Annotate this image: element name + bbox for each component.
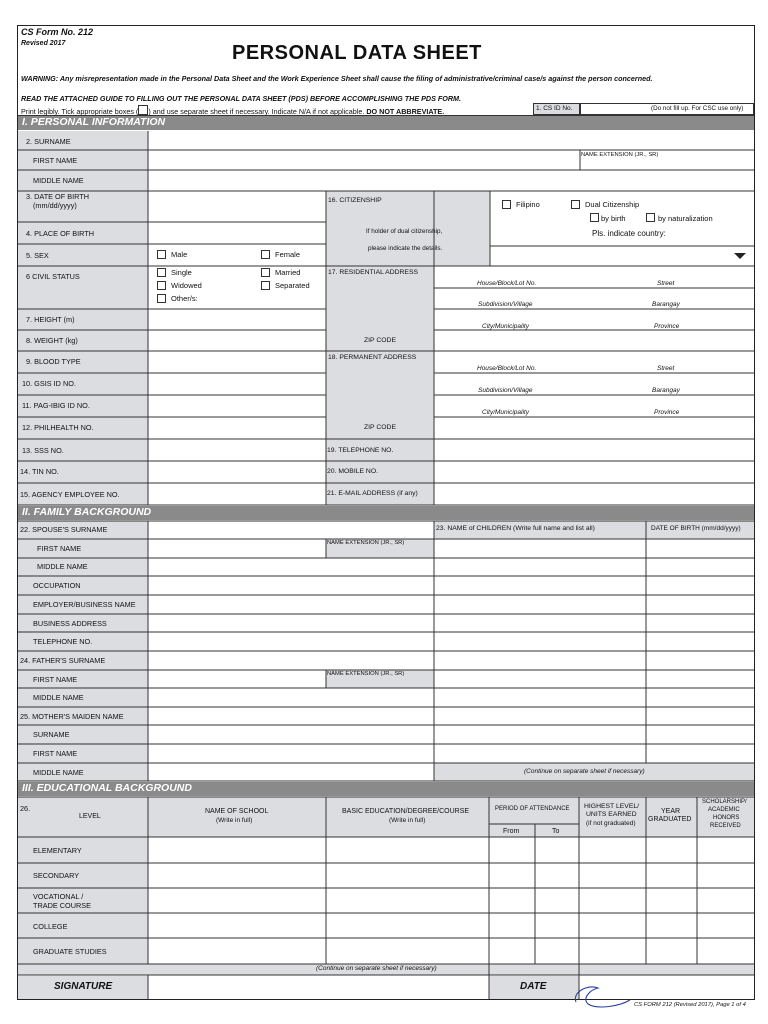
checkbox-female[interactable] xyxy=(261,250,270,259)
label-female: Female xyxy=(275,250,301,259)
signature-label: SIGNATURE xyxy=(54,981,113,992)
label-email: 21. E-MAIL ADDRESS (if any) xyxy=(327,490,418,497)
education-header-shade xyxy=(18,797,754,837)
checkbox-dual-citizenship[interactable] xyxy=(571,200,580,209)
checkbox-single[interactable] xyxy=(157,268,166,277)
label-father-first: FIRST NAME xyxy=(33,675,78,684)
label-by-birth: by birth xyxy=(601,214,626,223)
label-indicate-country: Pls. indicate country: xyxy=(592,229,666,238)
edu-number: 26. xyxy=(20,804,31,813)
country-select[interactable] xyxy=(490,246,754,266)
perm-house: House/Block/Lot No. xyxy=(477,365,537,372)
label-sss: 13. SSS NO. xyxy=(22,446,64,455)
label-dual-citizenship: Dual Citizenship xyxy=(585,200,640,209)
checkbox-male[interactable] xyxy=(157,250,166,259)
edu-header-honors-3: HONORS xyxy=(713,815,740,821)
family-labels-shade xyxy=(18,521,148,781)
res-province: Province xyxy=(654,323,680,330)
res-city: City/Municipality xyxy=(482,323,529,330)
edu-header-year-2: GRADUATED xyxy=(648,816,692,823)
label-weight: 8. WEIGHT (kg) xyxy=(26,336,78,345)
checkbox-sample-icon xyxy=(138,105,148,115)
family-continue-note: (Continue on separate sheet if necessary) xyxy=(524,768,645,775)
section-personal-information: I. PERSONAL INFORMATION xyxy=(18,116,754,130)
page-title: PERSONAL DATA SHEET xyxy=(232,42,482,64)
edu-header-school-sub: (Write in full) xyxy=(216,817,253,824)
label-perm-zip: ZIP CODE xyxy=(364,424,396,431)
label-spouse-first: FIRST NAME xyxy=(37,544,82,553)
label-first-name: FIRST NAME xyxy=(33,156,78,165)
res-subdivision: Subdivision/Village xyxy=(478,301,533,308)
edu-header-school: NAME OF SCHOOL xyxy=(205,808,269,815)
label-place-of-birth: 4. PLACE OF BIRTH xyxy=(26,229,94,238)
label-married: Married xyxy=(275,268,301,277)
initials-scribble xyxy=(568,978,638,1012)
perm-barangay: Barangay xyxy=(652,387,680,394)
edu-header-honors: SCHOLARSHIP/ xyxy=(702,799,747,805)
label-tin: 14. TIN NO. xyxy=(20,467,59,476)
checkbox-widowed[interactable] xyxy=(157,281,166,290)
date-label: DATE xyxy=(520,981,547,992)
edu-header-course: BASIC EDUCATION/DEGREE/COURSE xyxy=(342,808,470,815)
personal-labels-shade-mid xyxy=(326,191,434,505)
read-guide-text: READ THE ATTACHED GUIDE TO FILLING OUT THE PERSONAL DATA SHEET (PDS) BEFORE ACCOMPLISHING THE PDS FORM. xyxy=(21,94,462,103)
edu-level-vocational: VOCATIONAL / xyxy=(33,892,84,901)
label-citizenship: 16. CITIZENSHIP xyxy=(328,197,382,204)
label-widowed: Widowed xyxy=(171,281,202,290)
res-barangay: Barangay xyxy=(652,301,680,308)
label-pagibig: 11. PAG-IBIG ID NO. xyxy=(22,401,90,410)
label-surname: 2. SURNAME xyxy=(26,137,71,146)
label-permanent: 18. PERMANENT ADDRESS xyxy=(328,354,417,361)
label-philhealth: 12. PHILHEALTH NO. xyxy=(22,423,94,432)
label-by-naturalization: by naturalization xyxy=(658,214,713,223)
label-children: 23. NAME of CHILDREN (Write full name and list all) xyxy=(436,525,595,532)
res-house: House/Block/Lot No. xyxy=(477,280,537,287)
edu-header-highest: HIGHEST LEVEL/ xyxy=(584,803,640,810)
label-spouse-name-ext: NAME EXTENSION (JR., SR) xyxy=(327,540,405,546)
label-filipino: Filipino xyxy=(516,200,540,209)
label-agency-employee: 15. AGENCY EMPLOYEE NO. xyxy=(20,490,120,499)
label-spouse-middle: MIDDLE NAME xyxy=(37,562,88,571)
edu-header-to: To xyxy=(552,828,560,835)
label-middle-name: MIDDLE NAME xyxy=(33,176,84,185)
label-telephone: 19. TELEPHONE NO. xyxy=(327,447,394,454)
perm-city: City/Municipality xyxy=(482,409,529,416)
cs-id-label: 1. CS ID No. xyxy=(536,105,573,112)
edu-header-highest-2: UNITS EARNED xyxy=(586,811,637,818)
label-occupation: OCCUPATION xyxy=(33,581,81,590)
label-male: Male xyxy=(171,250,188,259)
edu-header-level: LEVEL xyxy=(79,813,101,820)
print-legibly-text: Print legibly. Tick appropriate boxes ( ) and use separate sheet if necessary. Indicate N/A if not applicable. DO NOT ABBREVIATE. xyxy=(21,107,445,116)
form-number: CS Form No. 212 xyxy=(21,27,94,37)
edu-header-honors-2: ACADEMIC xyxy=(708,807,740,813)
label-dob-format: (mm/dd/yyyy) xyxy=(33,201,77,210)
edu-level-secondary: SECONDARY xyxy=(33,871,80,880)
perm-province: Province xyxy=(654,409,680,416)
label-business-address: BUSINESS ADDRESS xyxy=(33,619,107,628)
checkbox-by-birth[interactable] xyxy=(590,213,599,222)
page-footer-note: CS FORM 212 (Revised 2017), Page 1 of 4 xyxy=(634,1002,746,1008)
edu-header-year: YEAR xyxy=(661,808,681,815)
edu-level-elementary: ELEMENTARY xyxy=(33,846,82,855)
warning-text: WARNING: Any misrepresentation made in the Personal Data Sheet and the Work Experience Sheet shall cause the filing of administrative/criminal case/s against the person concerned. xyxy=(21,74,653,83)
form-revised: Revised 2017 xyxy=(21,40,66,47)
label-single: Single xyxy=(171,268,192,277)
label-res-zip: ZIP CODE xyxy=(364,337,396,344)
chevron-down-icon[interactable] xyxy=(734,253,746,259)
dual-note-1: If holder of dual citizenship, xyxy=(366,228,443,235)
label-blood-type: 9. BLOOD TYPE xyxy=(26,357,81,366)
signature-field[interactable] xyxy=(148,976,489,999)
label-mother-surname: SURNAME xyxy=(33,730,70,739)
label-mother-middle: MIDDLE NAME xyxy=(33,768,84,777)
label-children-dob: DATE OF BIRTH (mm/dd/yyyy) xyxy=(651,525,741,532)
label-name-extension: NAME EXTENSION (JR., SR) xyxy=(581,152,659,158)
label-height: 7. HEIGHT (m) xyxy=(26,315,75,324)
cs-id-note: (Do not fill up. For CSC use only) xyxy=(651,104,744,112)
label-sex: 5. SEX xyxy=(26,251,49,260)
label-father-name-ext: NAME EXTENSION (JR., SR) xyxy=(327,671,405,677)
checkbox-filipino[interactable] xyxy=(502,200,511,209)
checkbox-separated[interactable] xyxy=(261,281,270,290)
label-civil-status: 6 CIVIL STATUS xyxy=(26,272,80,281)
label-mother-first: FIRST NAME xyxy=(33,749,78,758)
edu-header-period: PERIOD OF ATTENDANCE xyxy=(495,806,570,812)
perm-street: Street xyxy=(657,365,675,372)
label-spouse-telephone: TELEPHONE NO. xyxy=(33,637,93,646)
section-educational-background: III. EDUCATIONAL BACKGROUND xyxy=(18,782,754,796)
label-gsis: 10. GSIS ID NO. xyxy=(22,379,76,388)
label-employer: EMPLOYER/BUSINESS NAME xyxy=(33,600,136,609)
edu-continue-note: (Continue on separate sheet if necessary) xyxy=(316,965,437,972)
edu-header-honors-4: RECEIVED xyxy=(710,823,741,829)
edu-level-vocational-2: TRADE COURSE xyxy=(33,901,91,910)
label-father-middle: MIDDLE NAME xyxy=(33,693,84,702)
label-father-surname: 24. FATHER'S SURNAME xyxy=(20,656,106,665)
checkbox-by-naturalization[interactable] xyxy=(646,213,655,222)
edu-header-course-sub: (Write in full) xyxy=(389,817,426,824)
edu-header-from: From xyxy=(503,828,520,835)
section-family-background: II. FAMILY BACKGROUND xyxy=(18,506,754,520)
label-mobile: 20. MOBILE NO. xyxy=(327,468,378,475)
edu-level-college: COLLEGE xyxy=(33,922,68,931)
edu-level-graduate: GRADUATE STUDIES xyxy=(33,947,107,956)
dual-note-2: please indicate the details. xyxy=(368,245,443,252)
label-dob: 3. DATE OF BIRTH xyxy=(26,192,89,201)
perm-subdivision: Subdivision/Village xyxy=(478,387,533,394)
label-mother-maiden: 25. MOTHER'S MAIDEN NAME xyxy=(20,712,124,721)
label-spouse-surname: 22. SPOUSE'S SURNAME xyxy=(20,525,108,534)
edu-header-highest-3: (if not graduated) xyxy=(586,820,636,827)
checkbox-married[interactable] xyxy=(261,268,270,277)
checkbox-others[interactable] xyxy=(157,294,166,303)
label-separated: Separated xyxy=(275,281,310,290)
dual-citizenship-shade xyxy=(434,191,490,266)
label-residential: 17. RESIDENTIAL ADDRESS xyxy=(328,269,419,276)
label-others: Other/s: xyxy=(171,294,198,303)
res-street: Street xyxy=(657,280,675,287)
